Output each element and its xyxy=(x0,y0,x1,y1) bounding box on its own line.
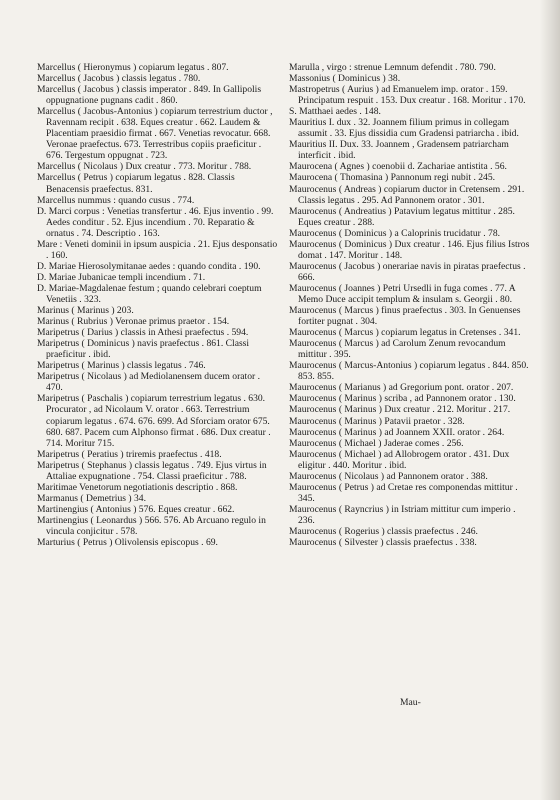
index-entry: Marulla , virgo : strenue Lemnum defendit . 780. 790. xyxy=(289,62,496,73)
catchword: Mau- xyxy=(400,697,421,708)
index-entry: Maurocenus ( Marinus ) scriba , ad Pannonem orator . 130. xyxy=(289,393,516,405)
page-edge-shadow xyxy=(540,0,560,800)
index-entry: Maurocena ( Thomasina ) Pannonum regi nubit . 245. xyxy=(289,172,496,184)
index-entry: Maripetrus ( Paschalis ) copiarum terrestrium legatus . 630. Procurator , ad Nicolaum V. orator . 663. Terrestrium copiarum legatus . 674. 676. 699. Ad Sforciam orator 675. 680. 687. Pacem cum Alphonso firmat . 686. Dux creatur . 714. Moritur 715. xyxy=(37,393,271,449)
index-entry: Maripetrus ( Marinus ) classis legatus . 746. xyxy=(37,360,206,372)
index-column-right xyxy=(289,62,531,548)
index-entry: Marcellus ( Petrus ) copiarum legatus . 828. Classis Benacensis praefectus. 831. xyxy=(37,172,235,195)
index-entry: Marturius ( Petrus ) Olivolensis episcopus . 69. xyxy=(37,537,218,549)
index-entry: Maurocenus ( Marcus ) ad Carolum Zenum revocandum mittitur . 395. xyxy=(289,338,506,361)
index-entry: Marcellus ( Jacobus ) classis legatus . 780. xyxy=(37,73,201,85)
index-entry: D. Marci corpus : Venetias transfertur . 46. Ejus inventio . 99. Aedes conditur . 52. Ejus incendium . 70. Reparatio & ornatus . 74. Descriptio . 163. xyxy=(37,205,274,239)
index-entry: Martinengius ( Leonardus ) 566. 576. Ab Arcuano regulo in vincula conjicitur . 578. xyxy=(37,514,266,537)
index-entry: Maurocenus ( Petrus ) ad Cretae res componendas mittitur . 345. xyxy=(289,481,518,504)
index-entry: Maurocenus ( Dominicus ) a Caloprinis trucidatur . 78. xyxy=(289,227,501,239)
index-entry: Marcellus ( Nicolaus ) Dux creatur . 773. Moritur . 788. xyxy=(37,161,252,173)
index-entry: Maurocena ( Agnes ) coenobii d. Zachariae antistita . 56. xyxy=(289,161,507,173)
index-entry: Maurocenus ( Andreas ) copiarum ductor in Cretensem . 291. Classis legatus . 295. Ad Pannonem orator . 301. xyxy=(289,183,525,206)
index-entry: Maripetrus ( Nicolaus ) ad Mediolanensem ducem orator . 470. xyxy=(37,371,260,394)
index-entry: Massonius ( Dominicus ) 38. xyxy=(289,73,401,85)
index-entry: Maurocenus ( Marinus ) Patavii praetor . 328. xyxy=(289,415,465,427)
index-entry: Maurocenus ( Marcus ) copiarum legatus in Cretenses . 341. xyxy=(289,327,521,339)
index-entry: Maurocenus ( Joannes ) Petri Ursedli in fuga comes . 77. A Memo Duce accipit templum & insulam s. Georgii . 80. xyxy=(289,282,516,305)
index-entry: Maripetrus ( Peratius ) triremis praefectus . 418. xyxy=(37,448,222,460)
index-entry: Marcellus ( Jacobus-Antonius ) copiarum terrestrium ductor , Ravennam recipit . 638. Eques creatur . 662. Laudem & Placentiam praesidio firmat . 667. Venetias revocatur. 668. Veronae praefectus. 673. Terrestribus copiis praeficitur . 676. Tergestum oppugnat . 723. xyxy=(37,106,273,162)
index-entry: Marcellus ( Jacobus ) classis imperator . 849. In Gallipolis oppugnatione pugnans cadit . 860. xyxy=(37,84,262,107)
index-entry: Maurocenus ( Marcus ) finus praefectus . 303. In Genuenses fortiter pugnat . 304. xyxy=(289,305,521,328)
index-entry: Maurocenus ( Dominicus ) Dux creatur . 146. Ejus filius Istros domat . 147. Moritur . 148. xyxy=(289,238,530,261)
index-entry: Maurocenus ( Marianus ) ad Gregorium pont. orator . 207. xyxy=(289,382,514,394)
index-entry: Maurocenus ( Nicolaus ) ad Pannonem orator . 388. xyxy=(289,470,488,482)
index-entry: Maurocenus ( Jacobus ) onerariae navis in piratas praefectus . 666. xyxy=(289,260,526,283)
index-entry: Maurocenus ( Michael ) Jaderae comes . 256. xyxy=(289,437,464,449)
index-entry: S. Matthaei aedes . 148. xyxy=(289,106,381,118)
index-entry: Maurocenus ( Marcus-Antonius ) copiarum legatus . 844. 850. 853. 855. xyxy=(289,360,529,383)
index-entry: Maripetrus ( Darius ) classis in Athesi praefectus . 594. xyxy=(37,327,249,339)
index-entry: Maripetrus ( Dominicus ) navis praefectus . 861. Classi praeficitur . ibid. xyxy=(37,338,250,361)
index-entry: Maurocenus ( Rayncrius ) in Istriam mittitur cum imperio . 236. xyxy=(289,503,516,526)
index-entry: Maurocenus ( Rogerius ) classis praefectus . 246. xyxy=(289,525,478,537)
index-entry: Marcellus ( Hieronymus ) copiarum legatus . 807. xyxy=(37,62,229,73)
index-entry: Maurocenus ( Andreatius ) Patavium legatus mittitur . 285. Eques creatur . 288. xyxy=(289,205,515,228)
index-entry: Maurocenus ( Michael ) ad Allobrogem orator . 431. Dux eligitur . 440. Moritur . ibid. xyxy=(289,448,510,471)
index-entry: Maurocenus ( Marinus ) ad Joannem XXII. orator . 264. xyxy=(289,426,505,438)
index-entry: D. Mariae Jubanicae templi incendium . 71. xyxy=(37,271,206,283)
index-column-left xyxy=(37,62,278,548)
index-entry: Marcellus nummus : quando cusus . 774. xyxy=(37,194,195,206)
index-entry: Maritimae Venetorum negotiationis descriptio . 868. xyxy=(37,481,238,493)
index-entry: D. Mariae-Magdalenae festum ; quando celebrari coeptum Venetiis . 323. xyxy=(37,282,262,305)
index-entry: Mare : Veneti dominii in ipsum auspicia . 21. Ejus desponsatio . 160. xyxy=(37,238,278,261)
index-entry: Mauritius II. Dux. 33. Joannem , Gradensem patriarcham interficit . ibid. xyxy=(289,139,509,162)
index-entry: Maurocenus ( Silvester ) classis praefectus . 338. xyxy=(289,537,477,549)
index-entry: Mauritius I. dux . 32. Joannem filium primus in collegam assumit . 33. Ejus dissidia cum Gradensi patriarcha . ibid. xyxy=(289,117,519,140)
index-entry: Maurocenus ( Marinus ) Dux creatur . 212. Moritur . 217. xyxy=(289,404,511,416)
index-entry: Marmanus ( Demetrius ) 34. xyxy=(37,492,146,504)
index-entry: Marinus ( Marinus ) 203. xyxy=(37,305,134,317)
index-entry: Marinus ( Rubrius ) Veronae primus praetor . 154. xyxy=(37,316,230,328)
index-entry: D. Mariae Hierosolymitanae aedes : quando condita . 190. xyxy=(37,260,261,272)
index-entry: Mastropetrus ( Aurius ) ad Emanuelem imp. orator . 159. Principatum respuit . 153. Dux creatur . 168. Moritur . 170. xyxy=(289,84,526,107)
index-entry: Maripetrus ( Stephanus ) classis legatus . 749. Ejus virtus in Attaliae expugnatione . 754. Classi praeficitur . 788. xyxy=(37,459,267,482)
index-entry: Martinengius ( Antonius ) 576. Eques creatur . 662. xyxy=(37,503,235,515)
